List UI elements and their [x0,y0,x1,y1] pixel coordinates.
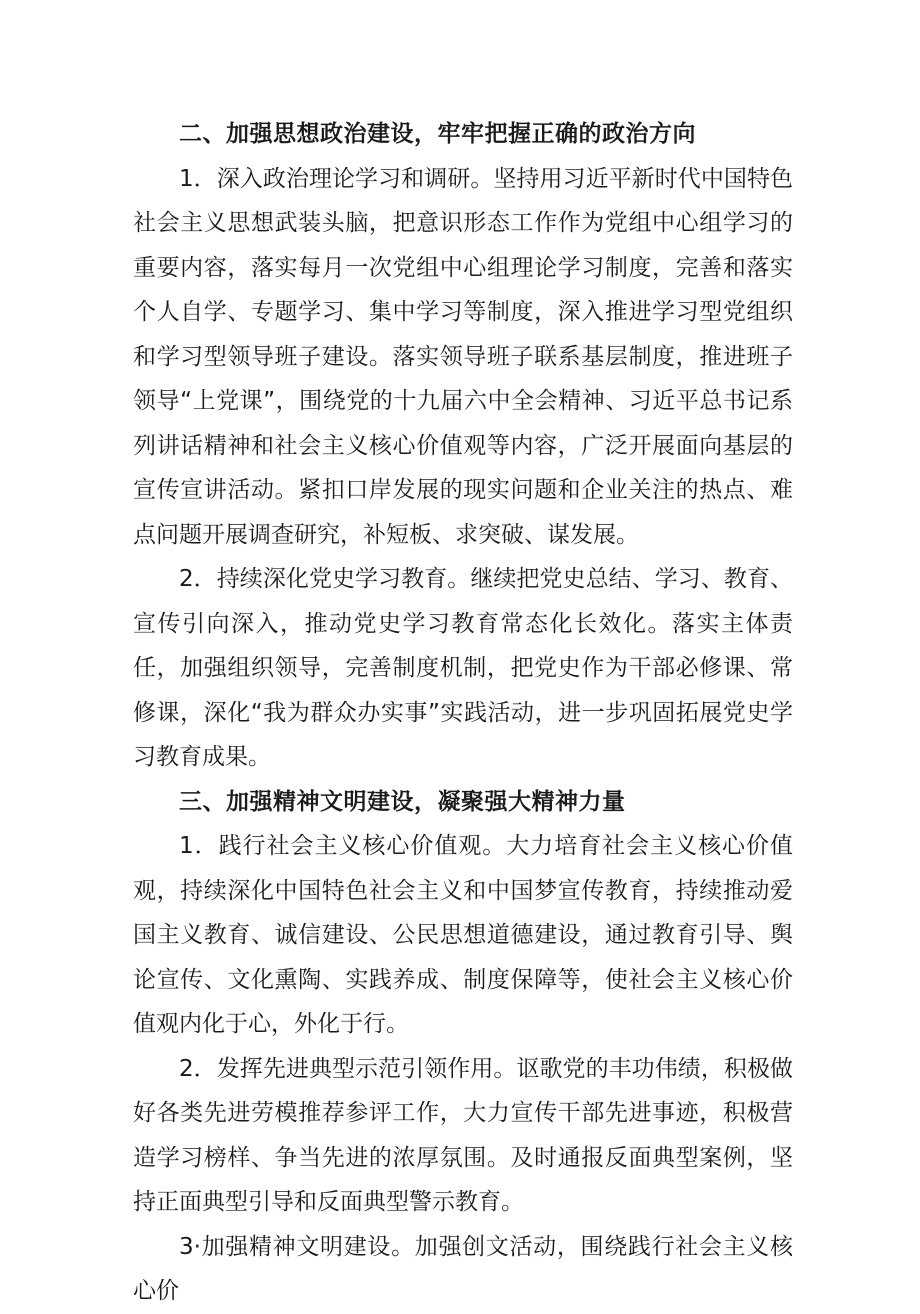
paragraph-3-2: 2．发挥先进典型示范引领作用。讴歌党的丰功伟绩，积极做好各类先进劳模推荐参评工作，大力宣传干部先进事迹，积极营造学习榜样、争当先进的浓厚氛围。及时通报反面典型案例，坚持正面典型引导和反面典型警示教育。 [133,1055,793,1215]
paragraph-3-3: 3·加强精神文明建设。加强创文活动，围绕践行社会主义核心价 [133,1233,793,1304]
document-body [133,112,793,1314]
section-heading-3: 三、加强精神文明建设，凝聚强大精神力量 [179,788,626,815]
paragraph-3-1: 1．践行社会主义核心价值观。大力培育社会主义核心价值观，持续深化中国特色社会主义和中国梦宣传教育，持续推动爱国主义教育、诚信建设、公民思想道德建设，通过教育引导、舆论宣传、文化熏陶、实践养成、制度保障等，使社会主义核心价值观内化于心，外化于行。 [133,833,793,1037]
section-heading-2: 二、加强思想政治建设，牢牢把握正确的政治方向 [179,121,696,147]
paragraph-2-1: 1．深入政治理论学习和调研。坚持用习近平新时代中国特色社会主义思想武装头脑，把意识形态工作作为党组中心组学习的重要内容，落实每月一次党组中心组理论学习制度，完善和落实个人自学、专题学习、集中学习等制度，深入推进学习型党组织和学习型领导班子建设。落实领导班子联系基层制度，推进班子领导“上党课”，围绕党的十九届六中全会精神、习近平总书记系列讲话精神和社会主义核心价值观等内容，广泛开展面向基层的宣传宣讲活动。紧扣口岸发展的现实问题和企业关注的热点、难点问题开展调查研究，补短板、求突破、谋发展。 [133,165,793,548]
paragraph-2-2: 2．持续深化党史学习教育。继续把党史总结、学习、教育、宣传引向深入，推动党史学习教育常态化长效化。落实主体责任，加强组织领导，完善制度机制，把党史作为干部必修课、常修课，深化“我为群众办实事”实践活动，进一步巩固拓展党史学习教育成果。 [133,566,793,770]
